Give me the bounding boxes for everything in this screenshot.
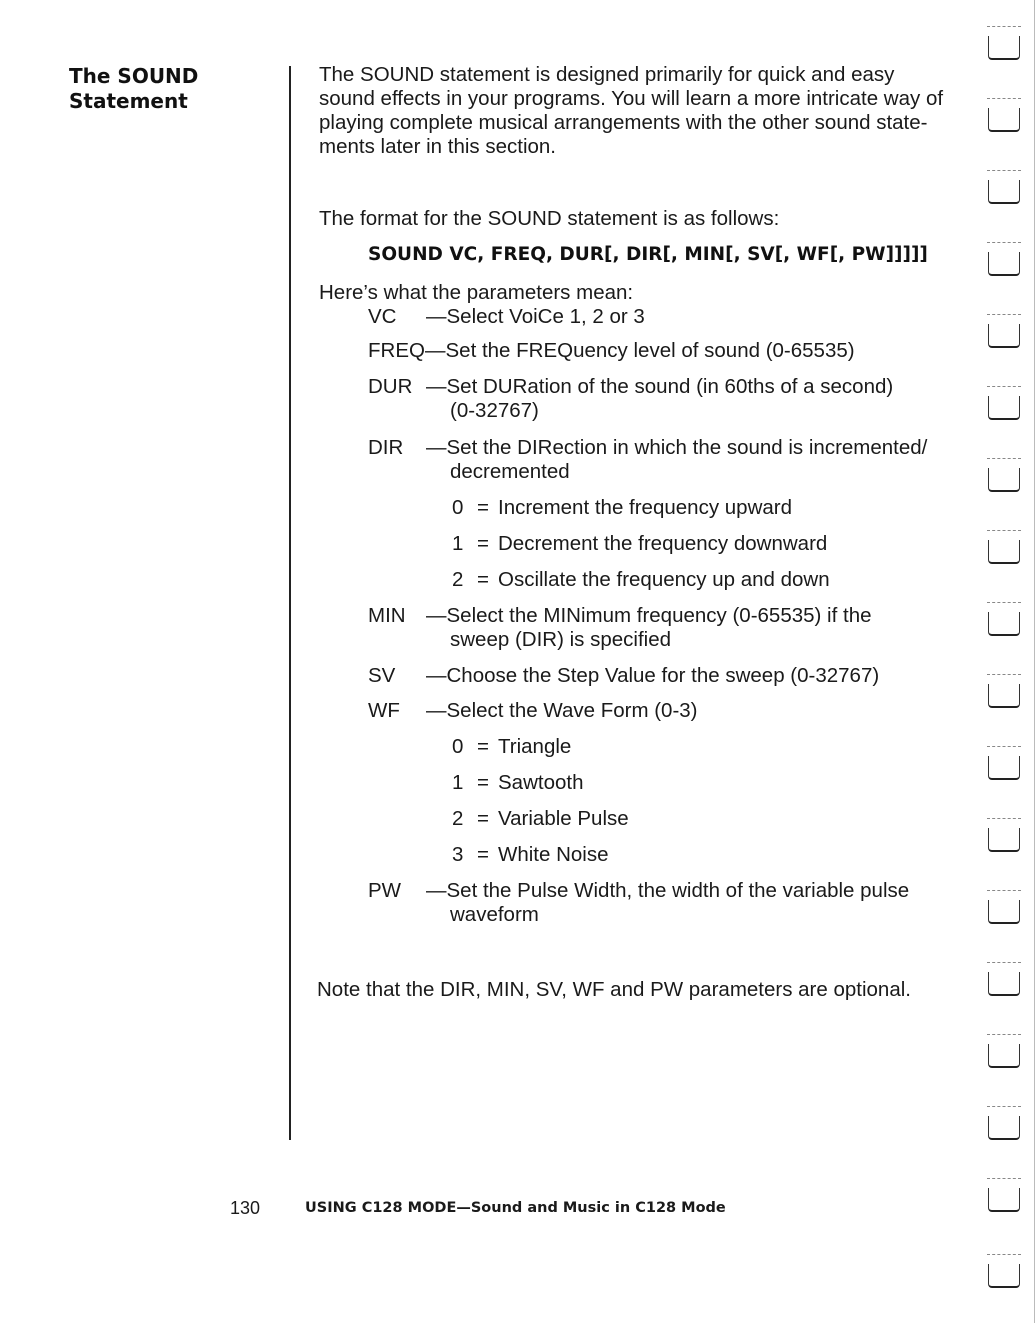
running-title [305, 1198, 726, 1218]
param-desc-line: —Select the MINimum frequency (0-65535) if the [426, 604, 872, 627]
page-edge-line [1034, 0, 1035, 1323]
option-text: Oscillate the frequency up and down [498, 568, 830, 591]
option-text: White Noise [498, 843, 609, 866]
param-key: SV [368, 664, 396, 687]
vertical-rule [289, 66, 291, 1140]
binding-hole-mark [988, 828, 1020, 852]
page-edge-marks [982, 0, 1036, 1323]
param-desc [426, 604, 872, 652]
binding-hole-mark [988, 684, 1020, 708]
param-key: MIN [368, 604, 406, 627]
option-text: Triangle [498, 735, 572, 758]
dir-option [452, 568, 830, 592]
binding-hole-mark [988, 900, 1020, 924]
format-text: The format for the SOUND statement is as follows: [319, 207, 780, 230]
option-text: Increment the frequency upward [498, 496, 792, 519]
binding-hole-mark [988, 252, 1020, 276]
intro-paragraph [319, 63, 979, 159]
param-desc [426, 375, 893, 423]
param-key: VC [368, 305, 397, 328]
binding-hole-mark [988, 36, 1020, 60]
option-number: 0 [452, 735, 464, 758]
param-key: DUR [368, 375, 413, 398]
option-number: 1 [452, 532, 464, 555]
param-desc [426, 879, 909, 927]
param-desc-line: —Set DURation of the sound (in 60ths of a second) [426, 375, 894, 398]
option-equals: = [477, 771, 489, 794]
binding-hole-mark [988, 540, 1020, 564]
running-title-bold: USING C128 MODE— [305, 1200, 471, 1216]
binding-hole-mark [988, 1188, 1020, 1212]
option-text: Decrement the frequency downward [498, 532, 828, 555]
option-equals: = [477, 735, 489, 758]
param-key: PW [368, 879, 402, 902]
dir-option [452, 532, 827, 556]
intro-line: sound effects in your programs. You will learn a more intricate way of [319, 87, 944, 110]
param-desc-line: —Select VoiCe 1, 2 or 3 [426, 305, 645, 328]
binding-hole-mark [988, 612, 1020, 636]
option-equals: = [477, 532, 489, 555]
binding-hole-mark [988, 108, 1020, 132]
syntax-line: SOUND VC, FREQ, DUR[, DIR[, MIN[, SV[, WF[, PW]]]]] [368, 244, 928, 265]
intro-line: The SOUND statement is designed primarily for quick and easy [319, 63, 895, 86]
option-number: 1 [452, 771, 464, 794]
param-desc-line: —Set the DIRection in which the sound is incremented/ [426, 436, 928, 459]
sidebar-heading [69, 64, 269, 114]
binding-hole-mark [988, 1044, 1020, 1068]
param-key: DIR [368, 436, 404, 459]
binding-hole-mark [988, 972, 1020, 996]
binding-hole-mark [988, 1264, 1020, 1288]
option-number: 2 [452, 568, 464, 591]
binding-hole-mark [988, 180, 1020, 204]
param-desc-line: sweep (DIR) is specified [450, 628, 672, 651]
param-desc-line: (0-32767) [450, 399, 539, 422]
param-desc-line: —Set the Pulse Width, the width of the variable pulse [426, 879, 910, 902]
option-number: 2 [452, 807, 464, 830]
option-number: 3 [452, 843, 464, 866]
intro-line: ments later in this section. [319, 135, 556, 158]
binding-hole-mark [988, 396, 1020, 420]
note-text: Note that the DIR, MIN, SV, WF and PW parameters are optional. [317, 978, 911, 1001]
wf-option [452, 843, 609, 867]
wf-option [452, 771, 583, 795]
param-desc-line: decremented [450, 460, 570, 483]
intro-line: playing complete musical arrangements with the other sound state- [319, 111, 928, 134]
binding-hole-mark [988, 756, 1020, 780]
param-desc-line: —Select the Wave Form (0-3) [426, 699, 698, 722]
option-text: Sawtooth [498, 771, 584, 794]
wf-option [452, 735, 571, 759]
param-desc [426, 699, 698, 723]
param-desc [426, 436, 927, 484]
option-equals: = [477, 496, 489, 519]
running-title-rest: Sound and Music in C128 Mode [470, 1200, 726, 1216]
param-desc-line: —Set the FREQuency level of sound (0-65535) [425, 339, 855, 362]
option-text: Variable Pulse [498, 807, 629, 830]
option-number: 0 [452, 496, 464, 519]
param-desc-line: —Choose the Step Value for the sweep (0-32767) [426, 664, 880, 687]
param-desc [426, 664, 879, 688]
sidebar-heading-line-1: The SOUND [69, 64, 199, 88]
params-intro: Here’s what the parameters mean: [319, 281, 634, 304]
param-key: FREQ [368, 339, 425, 362]
param-desc [425, 339, 855, 363]
dir-option [452, 496, 792, 520]
sidebar-heading-line-2: Statement [69, 89, 188, 113]
option-equals: = [477, 568, 489, 591]
binding-hole-mark [988, 1116, 1020, 1140]
wf-option [452, 807, 629, 831]
param-desc-line: waveform [450, 903, 539, 926]
option-equals: = [477, 807, 489, 830]
option-equals: = [477, 843, 489, 866]
param-desc [426, 305, 645, 329]
binding-hole-mark [988, 468, 1020, 492]
page-number: 130 [230, 1198, 261, 1218]
binding-hole-mark [988, 324, 1020, 348]
param-key: WF [368, 699, 400, 722]
